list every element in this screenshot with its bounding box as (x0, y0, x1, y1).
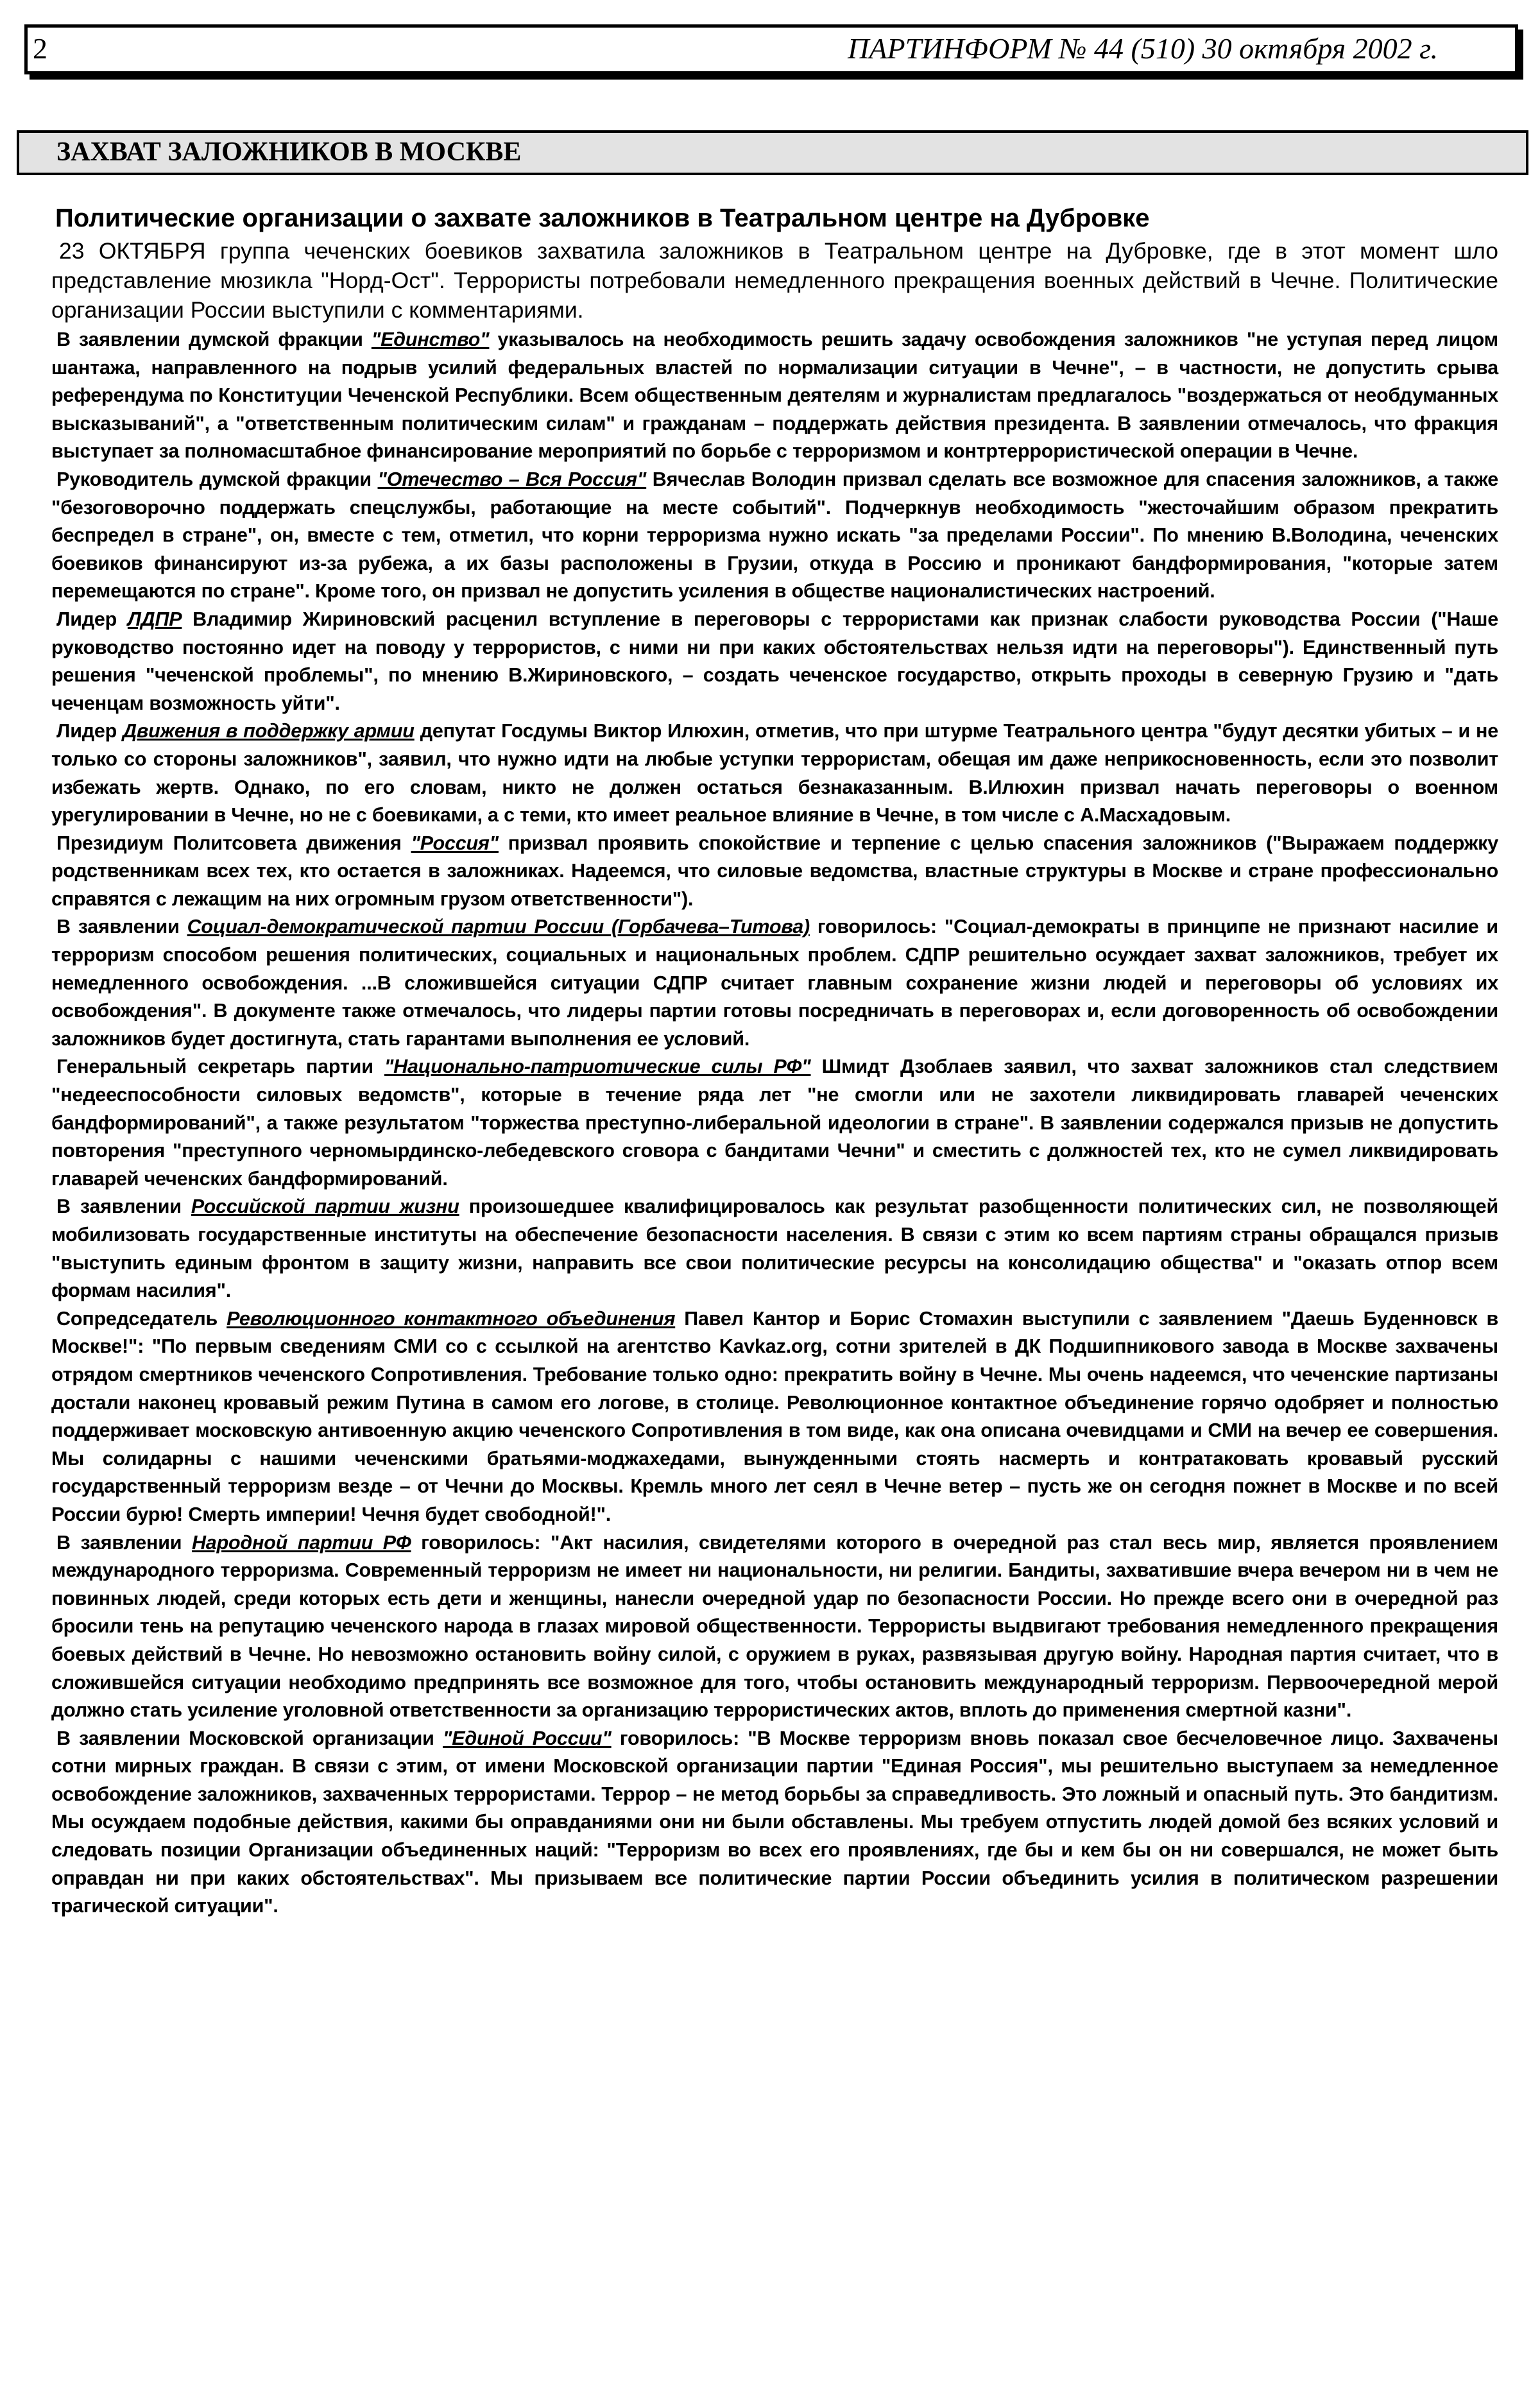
paragraph-text: Вячеслав Володин призвал сделать все возможное для спасения заложников, а также "безоговорочно поддержать спецслужбы, работающие на месте событий". Подчеркнув необходимость "жесточайшим образом прекратить беспредел в стране", он, вместе с тем, отметил, что корни терроризма нужно искать "за пределами России". По мнению В.Володина, чеченских боевиков финансируют из-за рубежа, а их базы расположены в Грузии, откуда в Россию и проникают бандформирования, "которые затем перемещаются по стране". Кроме того, он призвал не допустить усиления в обществе националистических настроений. (51, 468, 1498, 603)
page-header (24, 24, 1518, 74)
section-banner (17, 130, 1528, 175)
article-headline: Политические организации о захвате заложников в Театральном центре на Дубровке (55, 204, 1150, 232)
organization-name-link: Социал-демократической партии России (Горбачева–Титова) (187, 916, 810, 938)
paragraph-lead-text: Президиум Политсовета движения (56, 832, 411, 854)
paragraph-text: Шмидт Дзоблаев заявил, что захват заложников стал следствием "недееспособности силовых ведомств", которые в течение ряда лет "не смогли или не захотели ликвидировать главарей чеченских бандформирований", а также результатом "торжества преступно-либеральной идеологии в стране". В заявлении содержался призыв не допустить повторения "преступного черномырдинско-лебедевского сговора с бандитами Чечни" и сместить с должностей тех, кто не сумел ликвидировать главарей чеченских бандформирований. (51, 1056, 1498, 1190)
organization-name-link: Российской партии жизни (191, 1195, 459, 1218)
article-paragraph (51, 606, 1498, 717)
paragraph-lead-text: Лидер (56, 720, 123, 742)
paragraph-lead-text: Руководитель думской фракции (56, 468, 378, 490)
article-paragraph (51, 913, 1498, 1053)
paragraph-text: говорилось: "Социал-демократы в принципе не признают насилие и терроризм способом решения политических, социальных и национальных проблем. СДПР решительно осуждает захват заложников, требует их немедленного освобождения. ...В сложившейся ситуации СДПР считает главным сохранение жизни людей и переговоры об условиях их освобождения". В документе также отмечалось, что лидеры партии готовы посредничать в переговорах и, если договоренность об освобождении заложников будет достигнута, стать гарантами выполнения ее условий. (51, 916, 1498, 1050)
paragraph-text: говорилось: "Акт насилия, свидетелями которого в очередной раз стал весь мир, является проявлением международного терроризма. Современный терроризм не имеет ни национальности, ни религии. Бандиты, захватившие вчера вечером ни в чем не повинных людей, среди которых есть дети и женщины, нанесли очередной удар по безопасности России. Но прежде всего они в очередной раз бросили тень на репутацию чеченского народа в глазах мировой общественности. Террористы выдвигают требования немедленного прекращения боевых действий в Чечне. Но невозможно остановить войну силой, с оружием в руках, развязывая другую войну. Народная партия считает, что в сложившейся ситуации необходимо предпринять все возможное для того, чтобы остановить международный терроризм. Первоочередной мерой должно стать усиление уголовной ответственности за организацию террористических актов, вплоть до применения смертной казни". (51, 1531, 1498, 1722)
paragraph-lead-text: В заявлении Московской организации (56, 1727, 443, 1749)
paragraph-lead-text: Генеральный секретарь партии (56, 1056, 384, 1078)
page-number: 2 (33, 32, 47, 65)
paragraph-text: говорилось: "В Москве терроризм вновь показал свое бесчеловечное лицо. Захвачены сотни мирных граждан. В связи с этим, от имени Московской организации партии "Единая Россия", мы решительно выступаем за немедленное освобождение заложников, захваченных террористами. Террор – не метод борьбы за справедливость. Это ложный и опасный путь. Это бандитизм. Мы осуждаем подобные действия, какими бы оправданиями они ни были обставлены. Мы требуем отпустить людей домой без всяких условий и следовать позиции Организации объединенных наций: "Терроризм во всех его проявлениях, где бы и кем бы он ни совершался, не может быть оправдан ни при каких обстоятельствах". Мы призываем все политические партии России объединить усилия в политическом разрешении трагической ситуации". (51, 1727, 1498, 1917)
paragraph-lead-text: В заявлении (56, 1195, 191, 1218)
paragraph-lead-text: Лидер (56, 608, 128, 630)
article-body (51, 236, 1498, 1921)
article-paragraph (51, 326, 1498, 466)
organization-name-link: Народной партии РФ (191, 1531, 411, 1554)
section-title: ЗАХВАТ ЗАЛОЖНИКОВ В МОСКВЕ (56, 137, 522, 167)
article-paragraph (51, 830, 1498, 914)
organization-name-link: Движения в поддержку армии (123, 720, 415, 742)
organization-name-link: Революционного контактного объединения (227, 1307, 676, 1330)
paragraph-text: указывалось на необходимость решить задачу освобождения заложников "не уступая перед лицом шантажа, направленного на подрыв усилий федеральных властей по нормализации ситуации в Чечне", – в частности, не допустить срыва референдума по Конституции Чеченской Республики. Всем общественным деятелям и журналистам предлагалось "воздержаться от необдуманных высказываний", а "ответственным политическим силам" и гражданам – поддержать действия президента. В заявлении отмечалось, что фракция выступает за полномасштабное финансирование мероприятий по борьбе с терроризмом и контртеррористической операции в Чечне. (51, 329, 1499, 463)
article-paragraph (51, 1305, 1498, 1529)
organization-name-link: "Россия" (411, 832, 499, 854)
organization-name-link: ЛДПР (127, 608, 182, 630)
article-paragraph (51, 1053, 1498, 1193)
article-paragraph (51, 1725, 1498, 1921)
organization-name-link: "Единой России" (442, 1727, 612, 1749)
organization-name-link: "Отечество – Вся Россия" (377, 468, 647, 490)
paragraph-lead-text: Сопредседатель (56, 1307, 227, 1330)
paragraph-text: Павел Кантор и Борис Стомахин выступили с заявлением "Даешь Буденновск в Москве!": "По первым сведениям СМИ со с ссылкой на агентство Kavkaz.org, сотни зрителей в ДК Подшипникового завода в Москве захвачены отрядом смертников чеченского Сопротивления. Требование только одно: прекратить войну в Чечне. Мы очень надеемся, что чеченские партизаны достали наконец кровавый режим Путина в самом его логове, в столице. Революционное контактное объединение горячо одобряет и полностью поддерживает московскую антивоенную акцию чеченского Сопротивления в том виде, как она описана очевидцами и СМИ на вечер ее совершения. Мы солидарны с нашими чеченскими братьями-моджахедами, вынужденными стоять насмерть и контратаковать кровавый русский государственный терроризм везде – от Чечни до Москвы. Кремль много лет сеял в Чечне ветер – пусть же он сегодня пожнет в Москве и по всей России бурю! Смерть империи! Чечня будет свободной!". (51, 1307, 1498, 1525)
article-paragraph (51, 1529, 1498, 1725)
organization-name-link: "Национально-патриотические силы РФ" (384, 1056, 811, 1078)
publication-title: ПАРТИНФОРМ № 44 (510) 30 октября 2002 г. (848, 32, 1438, 65)
paragraph-text: произошедшее квалифицировалось как результат разобщенности политических сил, не позволяющей мобилизовать государственные институты на обеспечение безопасности населения. В связи с этим ко всем партиям страны обращался призыв "выступить единым фронтом в защиту жизни, направить все свои политические ресурсы на консолидацию общества" и "оказать отпор всем формам насилия". (51, 1195, 1498, 1302)
article-paragraph (51, 717, 1498, 829)
article-paragraph (51, 466, 1498, 606)
paragraph-text: Владимир Жириновский расценил вступление в переговоры с террористами как признак слабости руководства России ("Наше руководство постоянно идет на поводу у террористов, с ними ни при каких обстоятельствах нельзя идти на переговоры"). Единственный путь решения "чеченской проблемы", по мнению В.Жириновского, – создать чеченское государство, открыть проходы в северную Грузию и "дать чеченцам возможность уйти". (51, 608, 1498, 714)
paragraph-list (51, 326, 1498, 1921)
paragraph-text: депутат Госдумы Виктор Илюхин, отметив, что при штурме Театрального центра "будут десятки убитых – и не только со стороны заложников", заявил, что нужно идти на любые уступки террористам, обещая им даже неприкосновенность, если это позволит избежать жертв. Однако, по его словам, никто не должен остаться безнаказанным. В.Илюхин призвал начать переговоры о военном урегулировании в Чечне, но не с боевиками, а с теми, кто имеет реальное влияние в Чечне, в том числе с А.Масхадовым. (51, 720, 1498, 827)
paragraph-lead-text: В заявлении (56, 1531, 192, 1554)
organization-name-link: "Единство" (371, 329, 490, 350)
paragraph-text: призвал проявить спокойствие и терпение с целью спасения заложников ("Выражаем поддержку родственникам всех тех, кто остается в заложниках. Надеемся, что силовые ведомства, властные структуры в Москве и стране профессионально справятся с лежащим на них огромным грузом ответственности"). (51, 832, 1498, 910)
paragraph-lead-text: В заявлении (56, 916, 187, 938)
article-paragraph (51, 1193, 1498, 1305)
article-intro: 23 ОКТЯБРЯ группа чеченских боевиков захватила заложников в Театральном центре на Дубровке, где в этот момент шло представление мюзикла "Норд-Ост". Террористы потребовали немедленного прекращения военных действий в Чечне. Политические организации России выступили с комментариями. (51, 238, 1498, 323)
paragraph-lead-text: В заявлении думской фракции (56, 329, 372, 350)
